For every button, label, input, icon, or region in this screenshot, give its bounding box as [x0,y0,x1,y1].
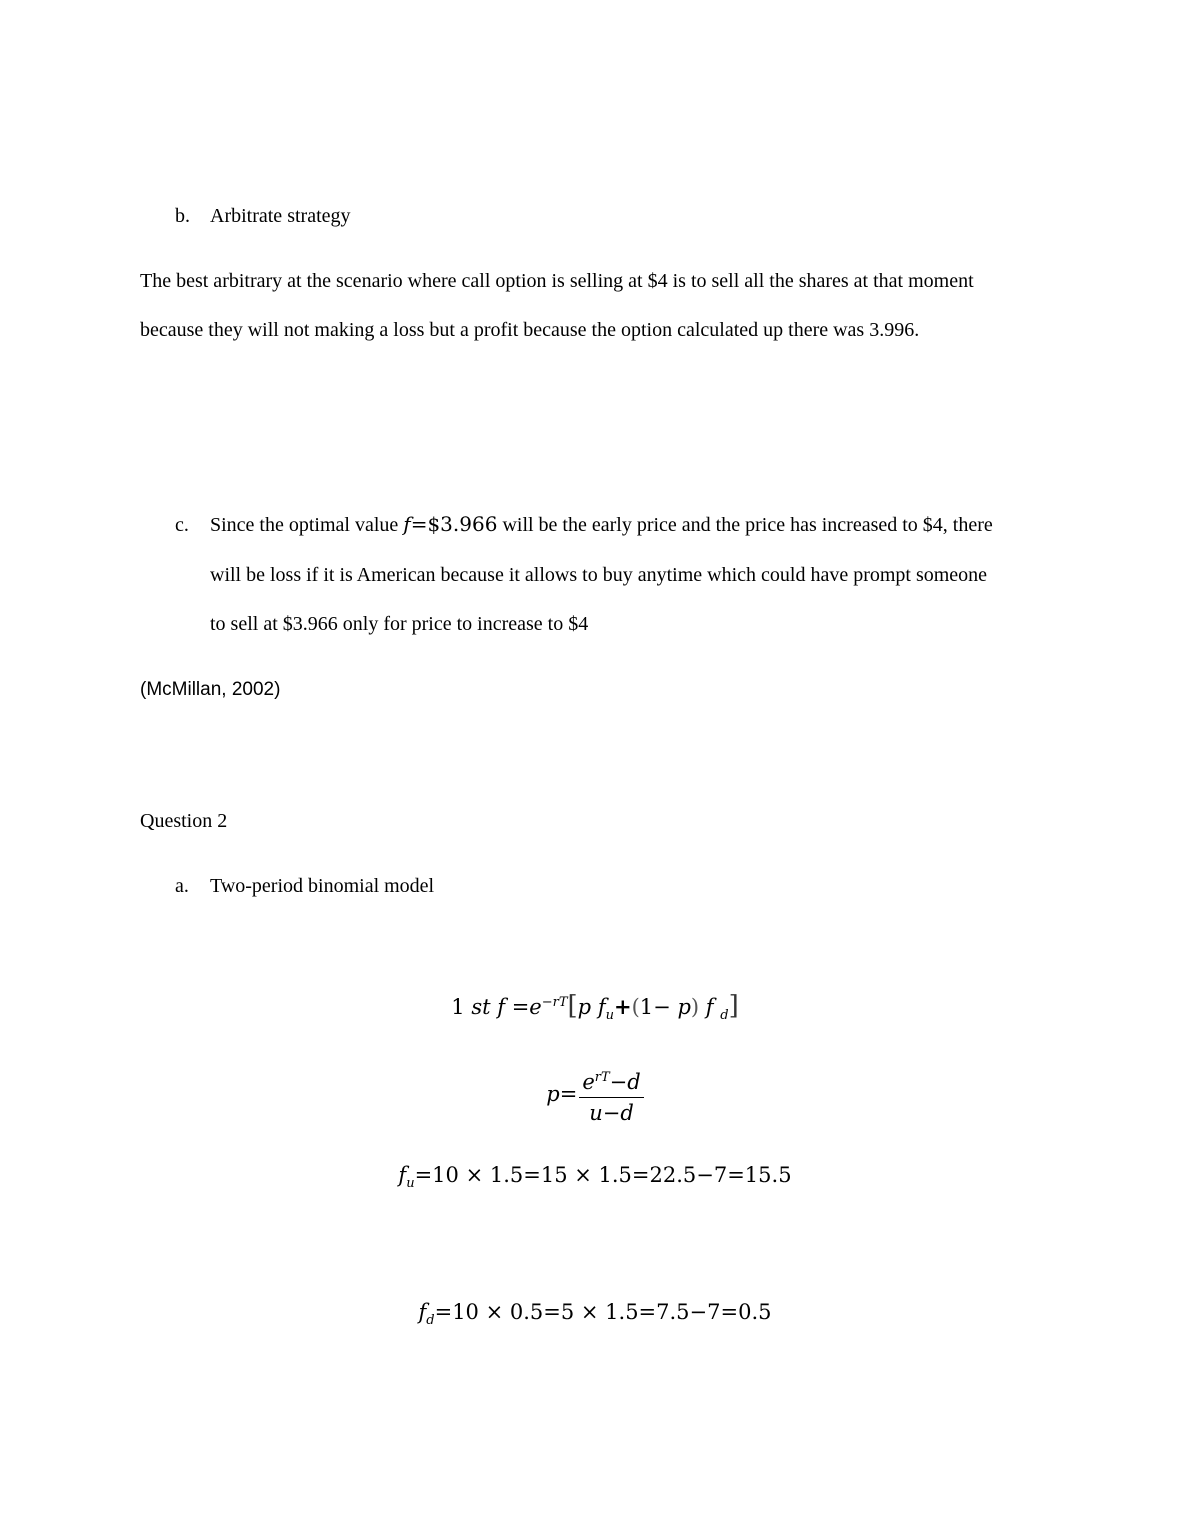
eq1-sub-d: d [720,1008,729,1023]
eq1-plus: + [613,994,632,1019]
eq3-expression: =10 × 1.5=15 × 1.5=22.5−7=15.5 [414,1163,792,1187]
section-b-paragraph-line-1: The best arbitrary at the scenario where call option is selling at $4 is to sell all the shares at that moment [140,270,974,292]
eq2-num-e: e [582,1070,595,1094]
eq2-num-d: d [627,1070,641,1094]
eq1-right-bracket: ] [728,991,739,1021]
eq1-fu: f [597,995,606,1019]
citation: (McMillan, 2002) [140,679,281,700]
eq4-sub-d: d [426,1313,435,1328]
question-2-heading: Question 2 [140,810,228,832]
eq1-e: e [529,995,542,1019]
section-b-paragraph-line-2: because they will not making a loss but a profit because the option calculated up there was 3.996. [140,319,920,341]
eq1-left-paren: ( [631,995,640,1019]
eq1-p: p [577,995,592,1019]
inline-formula-f: f [403,512,411,536]
eq2-numerator [579,1064,643,1098]
equation-fd [0,1300,1190,1328]
eq1-left-bracket: [ [567,991,578,1021]
eq2-num-exponent: rT [594,1070,610,1085]
eq2-den-minus: − [602,1101,621,1125]
section-b-heading: Arbitrate strategy [210,205,351,227]
eq1-f: f [497,995,505,1019]
list-marker-a: a. [175,875,189,897]
list-marker-b: b. [175,205,190,227]
eq2-p: p [546,1082,560,1106]
eq1-st: st [471,995,491,1019]
eq2-fraction [579,1064,643,1127]
eq2-denominator [579,1098,643,1127]
section-c-line-1-pre: Since the optimal value [210,514,404,536]
inline-formula-value: 3.966 [440,512,498,536]
eq4-f: f [418,1300,427,1324]
section-c-line-2: will be loss if it is American because it allows to buy anytime which could have prompt someone [210,564,988,586]
eq4-expression: =10 × 0.5=5 × 1.5=7.5−7=0.5 [434,1300,772,1324]
eq1-fd: f [705,995,714,1019]
eq2-equals: = [559,1082,578,1106]
equation-fu [0,1163,1190,1191]
eq2-den-u: u [589,1101,603,1125]
inline-formula [403,512,497,536]
eq1-one-minus: 1− [639,995,671,1019]
eq2-den-d: d [620,1101,634,1125]
eq1-p2: p [677,995,691,1019]
inline-formula-eq: =$ [410,512,441,536]
equation-probability [0,1064,1190,1127]
eq1-lead: 1 [451,995,465,1019]
section-c-line-3: to sell at $3.966 only for price to increase to $4 [210,613,589,635]
eq1-right-paren: ) [690,995,700,1019]
question-2-item-a: Two-period binomial model [210,875,435,897]
eq1-equals: = [511,995,530,1019]
section-c-line-1 [210,512,993,537]
eq1-sub-u: u [605,1008,614,1023]
list-marker-c: c. [175,514,189,536]
eq3-sub-u: u [406,1176,415,1191]
eq3-f: f [398,1163,407,1187]
equation-first-step [0,991,1190,1023]
section-c-line-1-post: will be the early price and the price has increased to $4, there [497,514,993,536]
eq2-num-minus: − [609,1070,628,1094]
eq1-exponent: −rT [541,995,568,1010]
